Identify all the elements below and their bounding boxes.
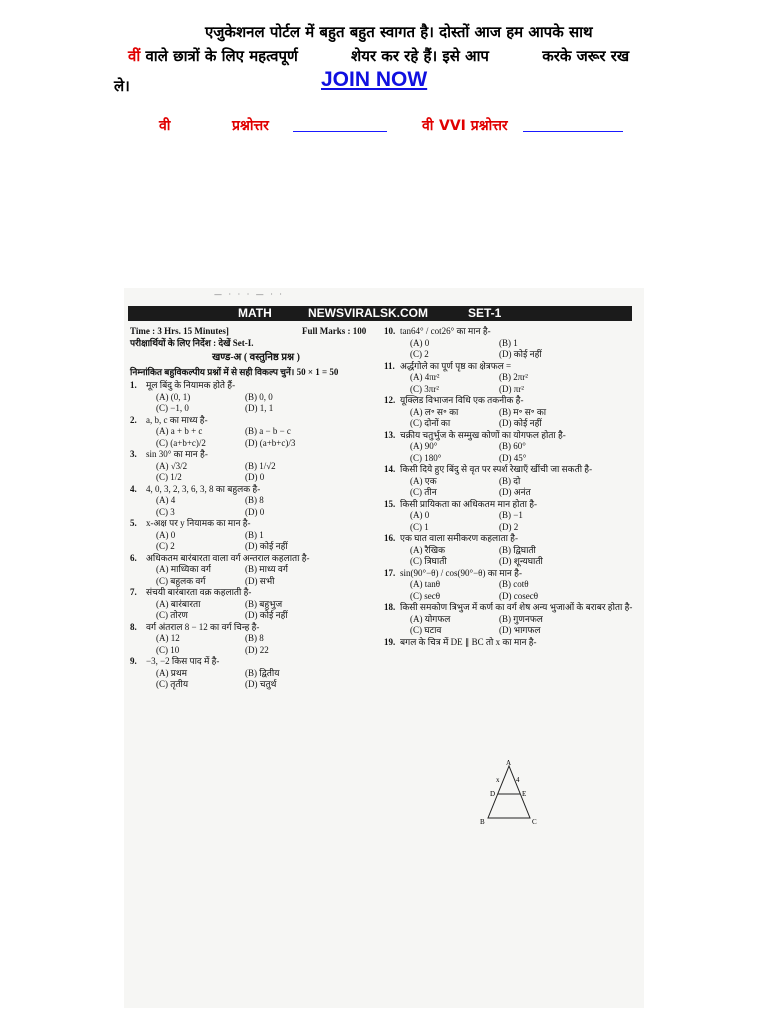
instruction-text: परीक्षार्थियों के लिए निर्देश : देखें Set-I. [130,337,254,348]
option-row [130,633,382,645]
question-number: 5. [130,518,137,528]
question-number: 16. [384,533,396,543]
question-text: tan64° / cot26° का मान है- [400,326,491,336]
answer-option: (D) cosecθ [499,590,539,601]
class-label-left: वी [159,118,171,134]
question-text: 4, 0, 3, 2, 3, 6, 3, 8 का बहुलक है- [146,483,261,494]
answer-option: (C) (a+b+c)/2 [156,437,206,448]
option-row [130,403,382,415]
option-row [384,522,639,534]
class-label-right: वी [422,118,434,134]
option-row [384,625,639,637]
answer-option: (A) एक [410,475,437,486]
question-item [130,622,382,657]
question-text: किसी समकोण त्रिभुज में कर्ण का वर्ग शेष अन्य भुजाओं के बराबर होता है- [400,602,633,612]
question-text: अर्द्धगोले का पूर्ण पृष्ठ का क्षेत्रफल = [400,360,512,371]
answer-option: (A) 12 [156,633,180,643]
option-row [384,556,639,568]
option-row [384,579,639,591]
answer-option: (D) 22 [245,644,269,655]
class-number-placeholder: वीं [128,47,141,65]
answer-option: (C) 2 [156,541,175,551]
answer-option: (D) कोई नहीं [245,610,288,620]
option-row [384,349,639,361]
paper-title-band [128,306,632,321]
question-text: a, b, c का माध्य है- [146,414,208,425]
option-row [130,668,382,680]
question-number: 7. [130,587,137,597]
choose-instruction: निम्नांकित बहुविकल्पीय प्रश्नों में से सही विकल्प चुनें। 50 × 1 = 50 [130,366,339,377]
answer-option: (C) 1/2 [156,472,182,482]
triangle-label-a: A [506,760,512,767]
answer-option: (A) बारंबारता [156,598,201,609]
qa-link-right-underline[interactable] [523,131,623,132]
option-row [130,610,382,622]
option-row [384,372,639,384]
answer-option: (C) तीन [410,487,437,497]
answer-option: (A) 0 [410,337,430,348]
answer-option: (C) 2 [410,349,429,359]
answer-option: (D) 2 [499,521,519,532]
question-item [130,656,382,691]
question-item [384,533,639,568]
answer-option: (A) 0 [410,510,430,520]
question-item [130,518,382,553]
answer-option: (B) cotθ [499,579,529,589]
question-text: मूल बिंदु के नियामक होते हैं- [146,380,236,390]
triangle-label-e: E [522,790,527,798]
question-item [384,326,639,361]
option-row [130,645,382,657]
question-text: किसी प्रायिकता का अधिकतम मान होता है- [400,498,537,509]
question-text: संचयी बारंबारता वक्र कहलाती है- [146,587,252,597]
question-number: 1. [130,380,137,390]
answer-option: (A) (0, 1) [156,391,191,402]
answer-option: (C) दोनों का [410,418,451,428]
option-row [130,599,382,611]
join-now-link[interactable]: JOIN NOW [321,68,428,91]
question-item [384,602,639,637]
answer-option: (B) म॰ स॰ का [499,406,547,417]
answer-option: (C) −1, 0 [156,403,189,413]
answer-option: (A) a + b + c [156,426,203,436]
triangle-label-b: B [480,818,485,826]
answer-option: (A) ल॰ स॰ का [410,406,459,417]
answer-option: (D) 0 [245,506,265,517]
vvi-qa-label-right: VVI प्रश्नोत्तर [439,118,508,134]
question-item [130,380,382,415]
answer-option: (B) द्विघाती [499,544,536,555]
website-label: NEWSVIRALSK.COM [308,306,428,320]
answer-option: (B) a − b − c [245,426,291,436]
section-title: खण्ड-अ ( वस्तुनिष्ठ प्रश्न ) [212,352,300,363]
answer-option: (C) 1 [410,521,429,532]
option-row [130,461,382,473]
answer-option: (A) 4πr² [410,372,440,382]
answer-option: (B) 60° [499,441,526,451]
question-number: 12. [384,395,396,405]
option-row [384,407,639,419]
option-row [130,426,382,438]
answer-option: (B) बहुभुज [245,598,283,609]
answer-option: (A) 0 [156,529,176,540]
question-number: 18. [384,602,396,612]
option-row [384,441,639,453]
option-row [384,453,639,465]
answer-option: (D) (a+b+c)/3 [245,437,296,448]
welcome-line-2-text: वाले छात्रों के लिए महत्वपूर्ण [145,47,298,65]
question-text: sin 30° का मान है- [146,449,208,459]
question-item [384,395,639,430]
welcome-line-2 [128,46,629,66]
answer-option: (B) 8 [245,633,264,643]
answer-option: (D) 45° [499,452,527,463]
welcome-line-3: ले। [114,77,130,95]
option-row [384,545,639,557]
option-row [130,541,382,553]
answer-option: (C) secθ [410,590,441,601]
question-text: sin(90°−θ) / cos(90°−θ) का मान है- [400,567,522,578]
welcome-line-1: एजुकेशनल पोर्टल में बहुत बहुत स्वागत है। दोस्तों आज हम आपके साथ [205,23,593,41]
question-number: 8. [130,621,137,632]
option-row [130,564,382,576]
scan-top-noise: — · · · — · · [214,290,284,299]
question-item [384,464,639,499]
option-row [130,679,382,691]
answer-option: (A) tanθ [410,579,441,589]
triangle-label-x: x [496,776,500,784]
welcome-line-2-share: शेयर कर रहे हैं। इसे आप [351,47,489,65]
answer-option: (A) 90° [410,441,438,451]
answer-option: (D) कोई नहीं [499,418,542,428]
answer-option: (C) तृतीय [156,679,189,689]
answer-option: (D) शून्यघाती [499,556,543,566]
right-column [384,326,639,826]
question-item [130,449,382,484]
answer-option: (C) त्रिघाती [410,556,447,566]
question-number: 15. [384,498,396,509]
answer-option: (D) चतुर्थ [245,679,277,689]
answer-option: (D) भागफल [499,625,541,635]
subject-label: MATH [238,306,272,320]
answer-option: (C) बहुलक वर्ग [156,575,206,586]
answer-option: (B) माध्य वर्ग [245,564,288,574]
answer-option: (D) कोई नहीं [499,349,542,359]
option-row [130,576,382,588]
option-row [130,495,382,507]
answer-option: (B) द्वितीय [245,667,280,678]
question-number: 6. [130,552,137,563]
question-text: चक्रीय चतुर्भुज के सम्मुख कोणों का योगफल होता है- [400,429,566,440]
question-text: यूक्लिड विभाजन विधि एक तकनीक है- [400,395,524,405]
answer-option: (B) 1 [245,529,264,540]
answer-option: (C) तोरण [156,610,188,620]
question-number: 10. [384,326,396,336]
answer-option: (B) 8 [245,495,264,505]
question-item [130,553,382,588]
answer-option: (A) माध्यिका वर्ग [156,564,211,574]
question-item [130,484,382,519]
scanned-question-paper [124,288,644,1008]
answer-option: (B) 1/√2 [245,460,276,471]
question-number: 4. [130,483,137,494]
option-row [384,338,639,350]
option-row [384,591,639,603]
time-label: Time : 3 Hrs. 15 Minutes] [130,326,229,336]
question-item [384,637,639,649]
answer-option: (B) −1 [499,510,523,520]
question-text: x-अक्ष पर y नियामक का मान है- [146,518,251,528]
qa-label-left: प्रश्नोत्तर [232,118,269,134]
triangle-label-c: C [532,818,537,826]
question-item [130,415,382,450]
option-row [130,507,382,519]
answer-option: (D) कोई नहीं [245,541,288,551]
triangle-label-d: D [490,790,496,798]
answer-option: (C) 10 [156,644,180,655]
option-row [384,614,639,626]
answer-option: (B) 0, 0 [245,391,273,402]
option-row [384,476,639,488]
question-number: 2. [130,414,137,425]
answer-option: (C) 180° [410,452,442,463]
question-text: वर्ग अंतराल 8 − 12 का वर्ग चिन्ह है- [146,621,260,632]
full-marks-label: Full Marks : 100 [302,326,367,336]
answer-option: (D) πr² [499,383,524,394]
answer-option: (A) 4 [156,495,176,505]
answer-option: (A) योगफल [410,613,451,624]
question-text: एक घात वाला समीकरण कहलाता है- [400,533,518,543]
question-number: 17. [384,567,396,578]
question-text: अधिकतम बारंबारता वाला वर्ग अन्तराल कहलाता है- [146,552,310,563]
answer-option: (B) 1 [499,337,518,348]
answer-option: (A) रैखिक [410,544,446,555]
answer-option: (B) दो [499,475,521,486]
question-item [384,568,639,603]
question-text: −3, −2 किस पाद में है- [146,656,220,666]
question-item [384,499,639,534]
option-row [384,510,639,522]
option-row [130,530,382,542]
left-column [130,326,382,691]
question-number: 14. [384,464,396,474]
option-row [384,384,639,396]
question-text: किसी दिये हुए बिंदु से वृत पर स्पर्श रेखाएँ खींची जा सकती है- [400,464,593,474]
answer-option: (B) 2πr² [499,372,528,382]
option-row [384,487,639,499]
answer-option: (C) घटाव [410,625,442,635]
set-label: SET-1 [468,306,502,320]
question-item [384,361,639,396]
answer-option: (D) 0 [245,472,265,482]
option-row [130,392,382,404]
answer-option: (C) 3πr² [410,383,439,394]
answer-option: (B) गुणनफल [499,613,543,624]
answer-option: (D) सभी [245,575,275,586]
option-row [384,418,639,430]
answer-option: (D) अनंत [499,487,531,497]
question-number: 3. [130,449,137,459]
option-row [130,472,382,484]
question-number: 13. [384,429,396,440]
answer-option: (A) √3/2 [156,460,188,471]
question-item [130,587,382,622]
qa-link-left-underline[interactable] [293,131,387,132]
triangle-label-four: 4 [516,776,520,784]
option-row [130,438,382,450]
question-number: 9. [130,656,137,666]
welcome-line-2-keep: करके जरूर रख [542,47,630,65]
answer-option: (D) 1, 1 [245,403,274,413]
answer-option: (A) प्रथम [156,667,187,678]
question-text: बगल के चित्र में DE ∥ BC तो x का मान है- [400,636,537,647]
triangle-figure [474,760,544,826]
question-number: 11. [384,360,395,371]
question-number: 19. [384,636,396,647]
question-item [384,430,639,465]
answer-option: (C) 3 [156,506,175,517]
